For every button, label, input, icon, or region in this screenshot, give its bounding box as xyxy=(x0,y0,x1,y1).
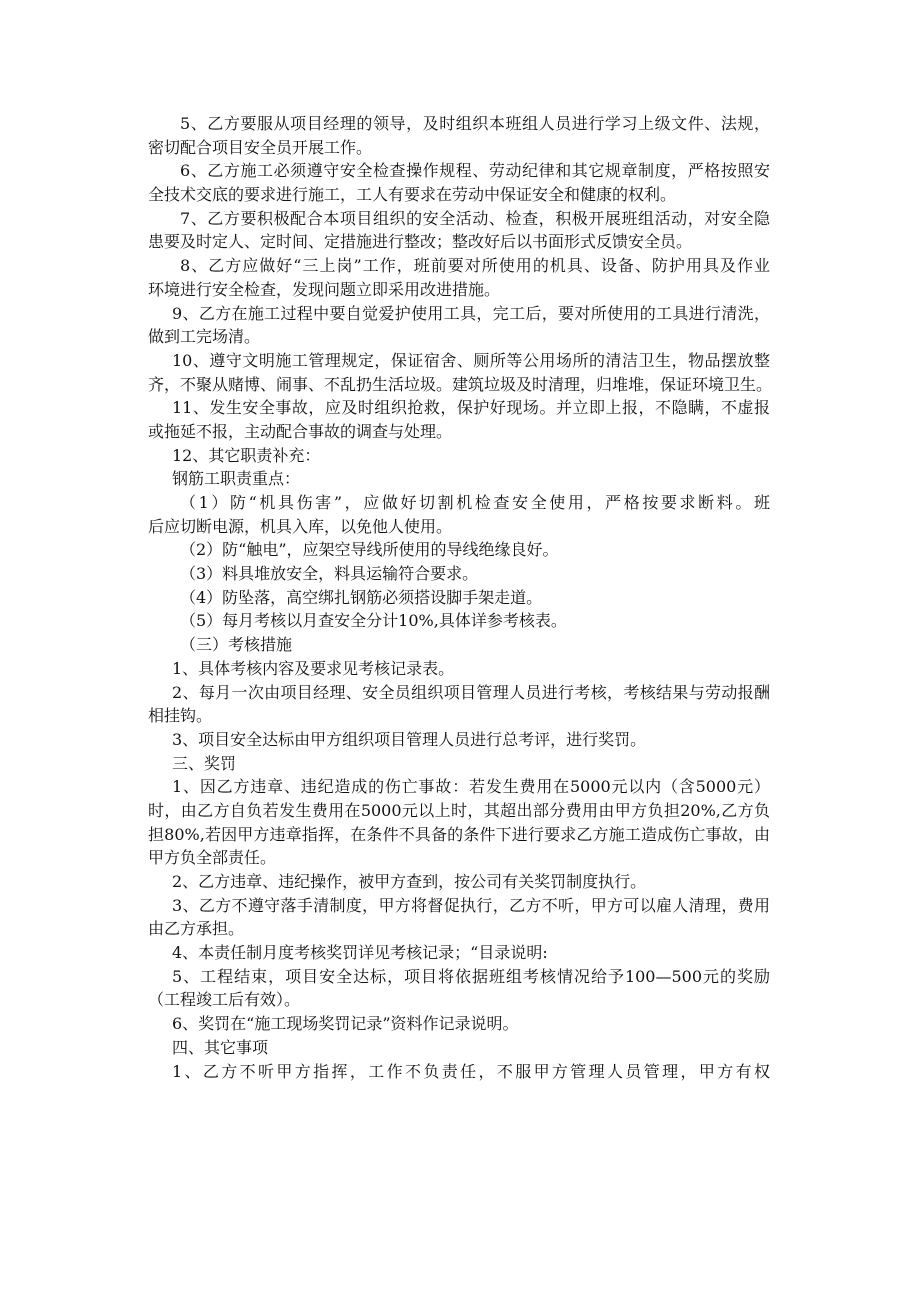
text-line: 3、项目安全达标由甲方组织项目管理人员进行总考评，进行奖罚。 xyxy=(172,729,647,749)
text-line: 7、乙方要积极配合本项目组织的安全活动、检查，积极开展班组活动，对安全隐 xyxy=(180,208,770,228)
text-line: 或拖延不报，主动配合事故的调查与处理。 xyxy=(148,421,453,441)
text-line: 由乙方承担。 xyxy=(148,919,245,939)
text-line: 患要及时定人、定时间、定措施进行整改；整改好后以书面形式反馈安全员。 xyxy=(148,232,693,252)
text-line: 密切配合项目安全员开展工作。 xyxy=(148,137,373,157)
text-line: （5）每月考核以月查安全分计10%,具体详参考核表。 xyxy=(180,611,567,631)
document-body xyxy=(0,112,920,1083)
text-line: 担80%,若因甲方违章指挥，在条件不具备的条件下进行要求乙方施工造成伤亡事故，由 xyxy=(148,824,770,844)
text-line: 1、乙方不听甲方指挥，工作不负责任，不服甲方管理人员管理，甲方有权 xyxy=(172,1061,770,1081)
text-line: （3）料具堆放安全，料具运输符合要求。 xyxy=(180,564,479,584)
text-line: 环境进行安全检查，发现问题立即采用改进措施。 xyxy=(148,279,501,299)
text-line: 6、乙方施工必须遵守安全检查操作规程、劳动纪律和其它规章制度，严格按照安 xyxy=(180,161,770,181)
text-line: 全技术交底的要求进行施工，工人有要求在劳动中保证安全和健康的权利。 xyxy=(148,185,677,205)
text-line: 5、乙方要服从项目经理的领导，及时组织本班组人员进行学习上级文件、法规， xyxy=(180,114,770,133)
text-line: 11、发生安全事故，应及时组织抢救，保护好现场。并立即上报，不隐瞒，不虚报 xyxy=(172,398,770,418)
text-line: （1）防“机具伤害”，应做好切割机检查安全使用，严格按要求断料。班 xyxy=(180,493,770,512)
text-line: （4）防坠落，高空绑扎钢筋必须搭设脚手架走道。 xyxy=(180,587,543,607)
text-line: 做到工完场清。 xyxy=(148,327,261,347)
text-line: 齐，不聚从赌博、闹事、不乱扔生活垃圾。建筑垃圾及时清理，归堆堆，保证环境卫生。 xyxy=(148,374,773,394)
text-line: 2、每月一次由项目经理、安全员组织项目管理人员进行考核，考核结果与劳动报酬 xyxy=(172,682,770,702)
section-heading: 四、其它事项 xyxy=(172,1037,269,1057)
text-line: （工程竣工后有效）。 xyxy=(148,990,301,1010)
text-line: 9、乙方在施工过程中要自觉爱护使用工具，完工后，要对所使用的工具进行清洗， xyxy=(172,303,770,323)
section-heading: （三）考核措施 xyxy=(180,635,293,655)
text-line: 时，由乙方自负若发生费用在5000元以上时，其超出部分费用由甲方负担20%,乙方负 xyxy=(148,800,770,820)
text-line: 6、奖罚在“施工现场奖罚记录”资料作记录说明。 xyxy=(172,1014,519,1034)
text-line: 后应切断电源，机具入库，以免他人使用。 xyxy=(148,516,453,536)
text-line: （2）防“触电”，应架空导线所使用的导线绝缘良好。 xyxy=(180,540,559,560)
text-line: 4、本责任制月度考核奖罚详见考核记录；“目录说明: xyxy=(172,943,548,963)
text-line: 10、遵守文明施工管理规定，保证宿舍、厕所等公用场所的清洁卫生，物品摆放整 xyxy=(172,350,770,370)
text-line: 相挂钩。 xyxy=(148,706,213,726)
text-line: 5、工程结束，项目安全达标，项目将依据班组考核情况给予100—500元的奖励 xyxy=(172,966,770,986)
text-line: 12、其它职责补充： xyxy=(172,445,321,465)
text-line: 甲方负全部责任。 xyxy=(148,848,277,868)
text-line: 1、具体考核内容及要求见考核记录表。 xyxy=(172,658,455,678)
text-line: 3、乙方不遵守落手清制度，甲方将督促执行，乙方不听，甲方可以雇人清理，费用 xyxy=(172,895,770,915)
text-line: 钢筋工职责重点： xyxy=(172,469,301,489)
text-line: 2、乙方违章、违纪操作，被甲方查到，按公司有关奖罚制度执行。 xyxy=(172,872,647,891)
text-line: 8、乙方应做好“三上岗”工作，班前要对所使用的机具、设备、防护用具及作业 xyxy=(180,256,770,276)
section-heading: 三、奖罚 xyxy=(172,753,237,773)
text-line: 1、因乙方违章、违纪造成的伤亡事故：若发生费用在5000元以内（含5000元） xyxy=(172,777,770,797)
